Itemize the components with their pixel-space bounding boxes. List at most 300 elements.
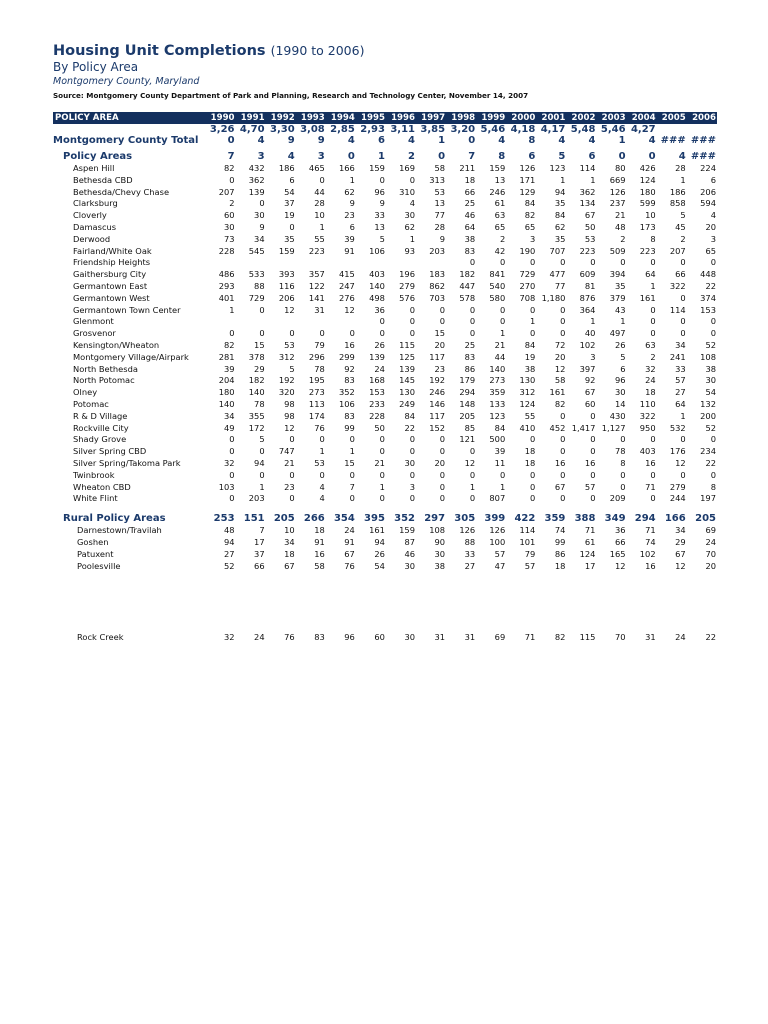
cell-1992: 12	[284, 304, 295, 315]
row-label: R & D Village	[73, 410, 128, 421]
cell-1991: 4,70	[239, 124, 265, 135]
cell-1991: 140	[248, 387, 265, 398]
cell-2003: 0	[620, 434, 626, 445]
cell-2005	[657, 505, 687, 512]
cell-1998: 83	[464, 245, 476, 256]
cell-2000: 18	[524, 457, 536, 468]
cell-1991: 0	[259, 469, 265, 480]
cell-1999: 4	[498, 135, 506, 146]
cell-1998: 121	[459, 434, 476, 445]
cell-1998: 0	[469, 446, 476, 457]
cell-2004: 0	[650, 493, 656, 504]
cell-1999: 0	[499, 469, 506, 480]
cell-2004: 71	[645, 481, 656, 492]
county-name: Montgomery County, Maryland	[53, 76, 200, 87]
cell-1990: 180	[218, 387, 235, 398]
cell-1998: 126	[459, 525, 476, 536]
cell-1995: 94	[374, 536, 385, 547]
cell-1997: 20	[434, 339, 446, 350]
row-label: Rockville City	[73, 422, 129, 433]
cell-1991: 15	[254, 339, 265, 350]
cell-1996: 130	[399, 387, 415, 398]
cell-1991: 0	[259, 446, 265, 457]
cell-1990: 103	[218, 481, 235, 492]
cell-2003: 349	[604, 513, 626, 525]
cell-1990: 48	[223, 525, 235, 536]
cell-1997: 146	[429, 398, 446, 409]
cell-1994: 91	[344, 245, 355, 256]
cell-1997: 77	[434, 210, 446, 221]
cell-2003: 497	[609, 328, 626, 339]
cell-2001	[536, 602, 566, 617]
cell-1998: 25	[464, 339, 476, 350]
cell-1996: 3,11	[390, 124, 415, 135]
cell-2003: 6	[620, 363, 626, 374]
cell-1996: 249	[399, 398, 415, 409]
cell-1999: 500	[489, 434, 506, 445]
cell-1999: 0	[499, 304, 506, 315]
cell-1992: 1992	[266, 112, 296, 124]
cell-1991: 24	[254, 632, 265, 643]
cell-2006: 594	[700, 198, 716, 209]
cell-1998: 0	[469, 316, 476, 327]
cell-2001: 0	[560, 316, 566, 327]
cell-1990: 204	[218, 375, 235, 386]
cell-1992: 747	[278, 446, 295, 457]
cell-1999: 39	[494, 446, 506, 457]
cell-1991: 37	[254, 548, 265, 559]
cell-1995: 13	[374, 221, 385, 232]
cell-1997: 0	[438, 151, 446, 162]
cell-2006: 0	[710, 434, 716, 445]
cell-1996: 1	[409, 233, 415, 244]
cell-1997: 0	[439, 469, 446, 480]
cell-1997	[416, 505, 446, 512]
row-label: Germantown West	[73, 292, 150, 303]
cell-2004: 0	[650, 304, 656, 315]
cell-1994: 1	[349, 174, 355, 185]
spacer-row	[53, 505, 717, 512]
cell-1994	[326, 617, 356, 632]
cell-1992: 0	[289, 469, 295, 480]
cell-1996	[386, 505, 416, 512]
row-label: Germantown Town Center	[73, 304, 181, 315]
cell-2001: 12	[554, 363, 566, 374]
cell-2005: 2	[680, 233, 686, 244]
cell-2005: 858	[669, 198, 686, 209]
cell-1992	[266, 572, 296, 587]
cell-2002: 0	[590, 493, 596, 504]
cell-1994: 9	[349, 198, 355, 209]
cell-2004: 950	[639, 422, 656, 433]
cell-1993: 465	[308, 163, 325, 173]
cell-1998	[446, 617, 476, 632]
cell-1990: 94	[223, 536, 235, 547]
row-label	[53, 587, 205, 602]
cell-1999: 123	[489, 410, 506, 421]
cell-1993: 58	[314, 560, 325, 571]
cell-2006: 0	[710, 316, 716, 327]
cell-2005: 64	[675, 398, 686, 409]
cell-2002: 0	[590, 434, 596, 445]
cell-1998: 305	[454, 513, 476, 525]
row-label: Grosvenor	[73, 328, 116, 339]
cell-1994	[326, 572, 356, 587]
cell-1992	[266, 587, 296, 602]
cell-2000: 729	[519, 269, 536, 280]
cell-1991: 9	[259, 221, 265, 232]
cell-1992: 186	[278, 163, 295, 173]
cell-1994: 23	[344, 210, 355, 221]
cell-1993: 223	[308, 245, 325, 256]
cell-2002	[566, 587, 596, 602]
row-label: Fairland/White Oak	[73, 245, 152, 256]
cell-2005: 207	[669, 245, 686, 256]
cell-2005	[657, 572, 687, 587]
cell-1993: 83	[314, 632, 325, 643]
cell-1996: 0	[409, 493, 415, 504]
cell-1999: 42	[494, 245, 506, 256]
cell-1995: 228	[369, 410, 385, 421]
cell-1993	[296, 505, 326, 512]
cell-2001: 0	[560, 257, 566, 268]
cell-2002: 114	[579, 163, 596, 173]
cell-1994: 166	[339, 163, 355, 173]
cell-2005: 0	[680, 257, 686, 268]
cell-1999: 13	[494, 174, 506, 185]
completions-table	[53, 112, 717, 644]
cell-1990: 1	[229, 304, 235, 315]
cell-1999: 1999	[476, 112, 506, 124]
cell-1995: 0	[379, 469, 385, 480]
cell-1994: 247	[339, 280, 355, 291]
cell-1995: 168	[369, 375, 385, 386]
cell-1993: 3,08	[300, 124, 325, 135]
cell-1997: 152	[429, 422, 446, 433]
cell-1998: 64	[464, 221, 476, 232]
cell-2000: 3	[530, 233, 536, 244]
rural-total-row	[53, 512, 717, 525]
cell-1990	[205, 572, 235, 587]
cell-1992: 116	[278, 280, 295, 291]
cell-1991: 432	[248, 163, 265, 173]
cell-1993: 78	[314, 363, 325, 374]
cell-1994: 4	[347, 135, 355, 146]
table-row	[53, 187, 717, 199]
cell-2005: 12	[675, 560, 686, 571]
cell-1991: 172	[248, 422, 265, 433]
cell-1991: 30	[254, 210, 265, 221]
cell-2004	[627, 505, 657, 512]
cell-2002: 362	[579, 186, 596, 197]
cell-1999: 69	[494, 632, 506, 643]
cell-1991	[236, 602, 266, 617]
cell-2005	[657, 587, 687, 602]
cell-1996: 196	[399, 269, 415, 280]
table-row	[53, 257, 717, 269]
cell-1994: 354	[333, 513, 355, 525]
cell-1994: 15	[344, 457, 355, 468]
cell-2001: 123	[549, 163, 566, 173]
row-label: Glenmont	[73, 316, 114, 327]
row-label: Darnestown/Travilah	[77, 525, 162, 536]
cell-2004: 4,27	[630, 124, 656, 135]
cell-2003: 394	[609, 269, 626, 280]
cell-2001: 0	[560, 446, 566, 457]
cell-1995: 54	[374, 560, 385, 571]
cell-2006: 65	[705, 245, 716, 256]
cell-2003: 2003	[596, 112, 626, 124]
cell-1994: 299	[339, 351, 355, 362]
cell-2003: 14	[614, 398, 626, 409]
cell-1997: 3,85	[420, 124, 446, 135]
cell-1999: 1	[499, 481, 506, 492]
cell-2004	[627, 617, 657, 632]
cell-1996: 84	[404, 410, 415, 421]
cell-2006	[687, 602, 717, 617]
cell-1999: 359	[489, 387, 506, 398]
cell-2003: 30	[614, 387, 626, 398]
cell-1990: 293	[218, 280, 235, 291]
cell-1990: 0	[229, 469, 235, 480]
cell-2001: 86	[554, 548, 566, 559]
cell-1990: 73	[223, 233, 235, 244]
cell-2004: 2	[650, 351, 656, 362]
cell-2006: 197	[700, 493, 716, 504]
cell-2004: 403	[639, 446, 656, 457]
cell-1993: 273	[308, 387, 325, 398]
cell-1999: 84	[494, 422, 506, 433]
cell-1995: 96	[374, 186, 385, 197]
cell-1995	[356, 572, 386, 587]
cell-2004: 10	[645, 210, 656, 221]
cell-1990	[205, 602, 235, 617]
cell-1992: 98	[284, 398, 295, 409]
cell-1999: 841	[489, 269, 506, 280]
cell-1993: 9	[317, 135, 325, 146]
cell-2000	[506, 505, 536, 512]
cell-1990: 82	[223, 163, 235, 173]
cell-1991: 729	[248, 292, 265, 303]
cell-1990: 207	[218, 186, 235, 197]
cell-2005: 57	[675, 375, 686, 386]
cell-1997: 28	[434, 221, 446, 232]
table-row	[53, 316, 717, 328]
table-row	[53, 340, 717, 352]
cell-2002: 92	[584, 375, 596, 386]
cell-2001: 74	[554, 525, 566, 536]
cell-2005: 0	[680, 316, 686, 327]
cell-1999: 100	[489, 536, 506, 547]
cell-1994: 12	[344, 304, 355, 315]
cell-1993: 296	[308, 351, 325, 362]
cell-1998: 25	[464, 198, 476, 209]
cell-2002: 397	[579, 363, 596, 374]
cell-2006: 206	[700, 186, 716, 197]
table-row	[53, 537, 717, 549]
row-label: Poolesville	[77, 560, 121, 571]
cell-1995: 159	[369, 163, 385, 173]
row-label: North Potomac	[73, 375, 135, 386]
cell-2004: 18	[645, 387, 656, 398]
cell-1997: 9	[439, 233, 446, 244]
cell-2002: 50	[584, 221, 596, 232]
cell-1996: 0	[409, 434, 415, 445]
cell-1992: 10	[284, 525, 295, 536]
cell-1992: 205	[273, 513, 295, 525]
row-label: White Flint	[73, 493, 118, 504]
cell-1991: 7	[259, 525, 265, 536]
cell-2004: 0	[650, 316, 656, 327]
cell-1999	[476, 617, 506, 632]
cell-1991: 1	[259, 481, 265, 492]
cell-1996: 87	[404, 536, 415, 547]
cell-1998: 83	[464, 351, 476, 362]
cell-1994: 0	[349, 493, 355, 504]
cell-1991	[236, 257, 266, 269]
cell-1991: 88	[254, 280, 265, 291]
cell-1993: 18	[314, 525, 325, 536]
cell-2003: 43	[614, 304, 626, 315]
cell-2001: 82	[554, 398, 566, 409]
cell-1995: 24	[374, 363, 385, 374]
cell-1997: 13	[434, 198, 446, 209]
cell-1996: 30	[404, 457, 415, 468]
cell-1998: 12	[464, 457, 476, 468]
cell-1990	[205, 617, 235, 632]
cell-2000: 84	[524, 339, 536, 350]
cell-1993: 0	[319, 434, 325, 445]
table-row	[53, 561, 717, 573]
cell-1993: 0	[319, 328, 325, 339]
cell-1990: 52	[223, 560, 235, 571]
cell-1999: 0	[499, 257, 506, 268]
cell-2002: 115	[579, 632, 596, 643]
cell-1997: 1997	[416, 112, 446, 124]
cell-2001: 99	[554, 536, 566, 547]
cell-1999: 2	[499, 233, 506, 244]
cell-1994: 83	[344, 410, 355, 421]
cell-2001: 0	[560, 469, 566, 480]
table-row	[53, 446, 717, 458]
cell-2005: 176	[669, 446, 686, 457]
table-row	[53, 399, 717, 411]
row-label: Rock Creek	[77, 632, 124, 643]
cell-2003: 237	[609, 198, 626, 209]
cell-1998: 205	[459, 410, 476, 421]
cell-1999: 399	[484, 513, 506, 525]
cell-2004: 63	[645, 339, 656, 350]
cell-1993	[296, 602, 326, 617]
cell-1995: 140	[369, 280, 385, 291]
table-row	[53, 434, 717, 446]
cell-2002: 81	[584, 280, 596, 291]
cell-1992: 0	[289, 434, 295, 445]
cell-1998: 27	[464, 560, 476, 571]
cell-2002: 124	[579, 548, 596, 559]
cell-2002: 57	[584, 481, 596, 492]
cell-2004: 8	[650, 233, 656, 244]
cell-1993: 55	[314, 233, 325, 244]
cell-1991: 182	[248, 375, 265, 386]
cell-2006: 374	[700, 292, 716, 303]
cell-1996: 0	[409, 316, 415, 327]
cell-1997: 862	[429, 280, 446, 291]
cell-2002: 53	[584, 233, 596, 244]
cell-1992: 37	[284, 198, 295, 209]
cell-1993	[296, 587, 326, 602]
cell-2001: 4	[558, 135, 566, 146]
cell-1993: 4	[319, 481, 325, 492]
cell-1999: 61	[494, 198, 506, 209]
cell-1997: 192	[429, 375, 446, 386]
cell-1995: 1995	[356, 112, 386, 124]
cell-1996: 352	[394, 513, 415, 525]
cell-1996: 1996	[386, 112, 416, 124]
cell-1996	[386, 257, 416, 269]
cell-1992: 312	[278, 351, 295, 362]
cell-1998	[446, 572, 476, 587]
table-row	[53, 375, 717, 387]
cell-2003: 48	[614, 221, 626, 232]
cell-2000: 0	[530, 493, 536, 504]
cell-2003: 0	[620, 469, 626, 480]
cell-2005	[657, 124, 687, 135]
cell-1993: 174	[308, 410, 325, 421]
cell-1999: 126	[489, 525, 506, 536]
cell-2001	[536, 617, 566, 632]
cell-2006: 22	[705, 280, 716, 291]
cell-1997: 246	[429, 387, 446, 398]
cell-2005: 279	[669, 481, 686, 492]
cell-1998: 0	[469, 257, 476, 268]
cell-2004: 0	[650, 328, 656, 339]
cell-1991: 139	[248, 186, 265, 197]
cell-2001: 4,17	[540, 124, 566, 135]
cell-1995	[356, 617, 386, 632]
cell-2004: 426	[639, 163, 656, 173]
cell-2002: 0	[590, 257, 596, 268]
cell-2006: 132	[700, 398, 716, 409]
row-label: Bethesda/Chevy Chase	[73, 186, 170, 197]
cell-2004: 16	[645, 457, 656, 468]
cell-1991: 78	[254, 398, 265, 409]
cell-1990: 0	[229, 434, 235, 445]
row-label: Damascus	[73, 221, 117, 232]
cell-1990: 7	[227, 151, 235, 162]
cell-1993: 44	[314, 186, 325, 197]
row-label	[53, 572, 205, 587]
cell-1993: 79	[314, 339, 325, 350]
spacer-row	[53, 572, 717, 587]
cell-2003: 1	[618, 135, 626, 146]
cell-2006: 22	[705, 632, 716, 643]
cell-2001: 2001	[536, 112, 566, 124]
cell-2005: 34	[675, 525, 686, 536]
cell-2000: 190	[519, 245, 536, 256]
cell-1991: 5	[259, 434, 265, 445]
cell-2002: 16	[584, 457, 596, 468]
cell-2004: 64	[645, 269, 656, 280]
cell-2003: 80	[614, 163, 626, 173]
cell-2004: 161	[639, 292, 656, 303]
cell-1990: 401	[218, 292, 235, 303]
cell-2001: 359	[544, 513, 566, 525]
cell-1993: 0	[319, 174, 325, 185]
cell-1994: 0	[349, 469, 355, 480]
cell-2006: 224	[700, 163, 716, 173]
cell-2000: 0	[530, 434, 536, 445]
